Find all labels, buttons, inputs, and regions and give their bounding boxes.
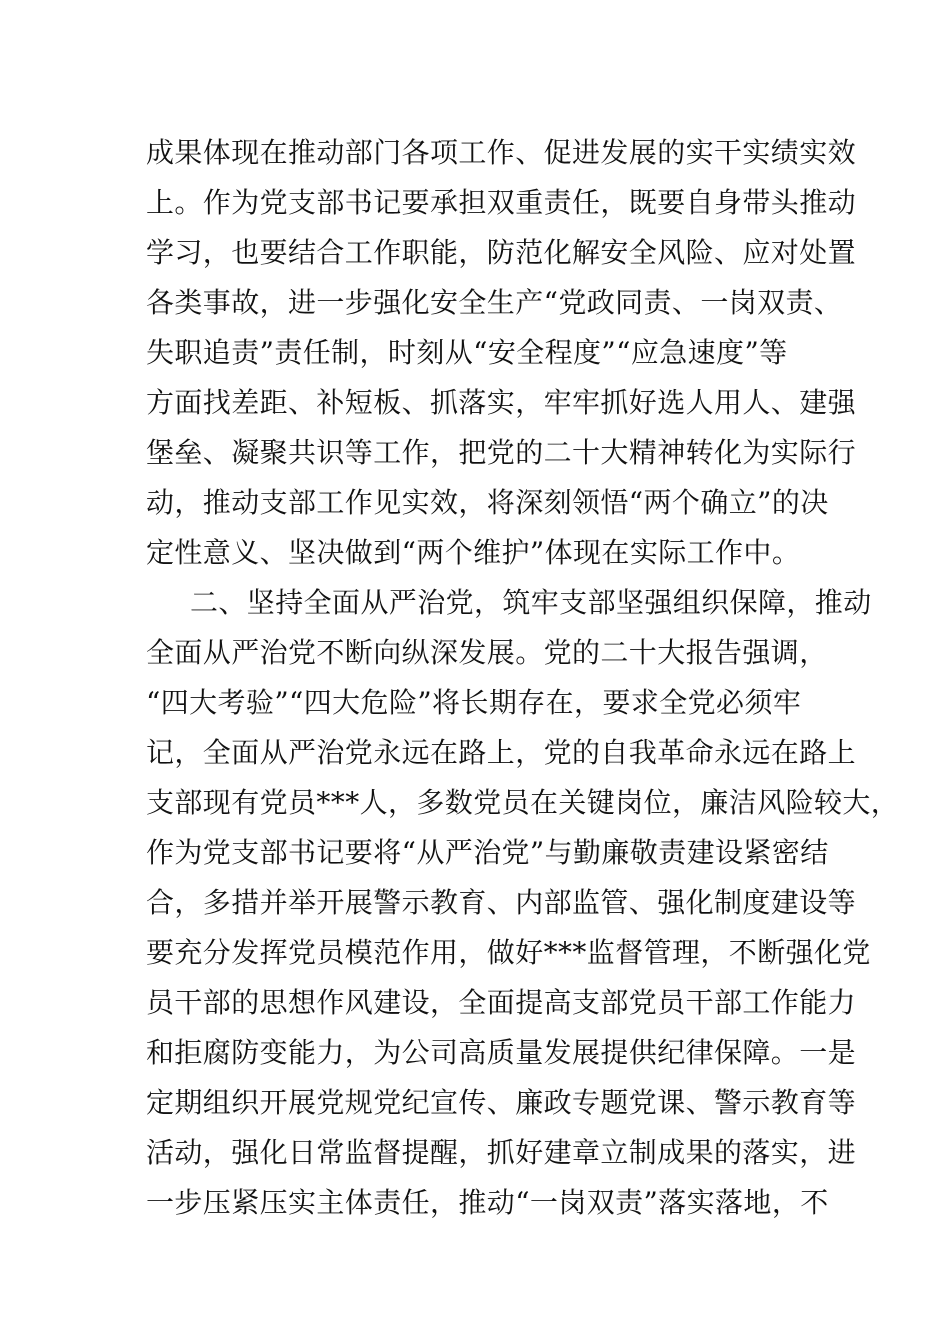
text-line-1: 成果体现在推动部门各项工作、促进发展的实干实绩实效 bbox=[146, 136, 857, 169]
text-line-5: 失职追责”责任制，时刻从“安全程度”“应急速度”等 bbox=[146, 336, 788, 369]
text-line-3: 学习，也要结合工作职能，防范化解安全风险、应对处置 bbox=[146, 236, 857, 269]
section-heading-line: 二、坚持全面从严治党，筑牢支部坚强组织保障，推动 bbox=[190, 586, 872, 619]
text-line-7: 堡垒、凝聚共识等工作，把党的二十大精神转化为实际行 bbox=[146, 436, 857, 469]
text-line-18: 员干部的思想作风建设，全面提高支部党员干部工作能力 bbox=[146, 986, 857, 1019]
text-line-19: 和拒腐防变能力，为公司高质量发展提供纪律保障。一是 bbox=[146, 1036, 857, 1069]
text-line-6: 方面找差距、补短板、抓落实，牢牢抓好选人用人、建强 bbox=[146, 386, 857, 419]
text-line-12: “四大考验”“四大危险”将长期存在，要求全党必须牢 bbox=[146, 686, 802, 719]
body-text bbox=[146, 128, 900, 1228]
text-line-8: 动，推动支部工作见实效，将深刻领悟“两个确立”的决 bbox=[146, 486, 829, 519]
text-line-14: 支部现有党员***人，多数党员在关键岗位，廉洁风险较大， bbox=[146, 786, 900, 819]
text-line-17: 要充分发挥党员模范作用，做好***监督管理，不断强化党 bbox=[146, 936, 871, 969]
text-line-16: 合，多措并举开展警示教育、内部监管、强化制度建设等 bbox=[146, 886, 857, 919]
text-line-4: 各类事故，进一步强化安全生产“党政同责、一岗双责、 bbox=[146, 286, 843, 319]
text-line-2: 上。作为党支部书记要承担双重责任，既要自身带头推动 bbox=[146, 186, 857, 219]
text-line-9: 定性意义、坚决做到“两个维护”体现在实际工作中。 bbox=[146, 536, 801, 569]
text-line-21: 活动，强化日常监督提醒，抓好建章立制成果的落实，进 bbox=[146, 1136, 857, 1169]
text-line-13: 记，全面从严治党永远在路上，党的自我革命永远在路上 bbox=[146, 736, 857, 769]
text-line-11: 全面从严治党不断向纵深发展。党的二十大报告强调， bbox=[146, 636, 828, 669]
text-line-22: 一步压紧压实主体责任，推动“一岗双责”落实落地，不 bbox=[146, 1186, 829, 1219]
text-line-20: 定期组织开展党规党纪宣传、廉政专题党课、警示教育等 bbox=[146, 1086, 857, 1119]
text-line-15: 作为党支部书记要将“从严治党”与勤廉敬责建设紧密结 bbox=[146, 836, 829, 869]
